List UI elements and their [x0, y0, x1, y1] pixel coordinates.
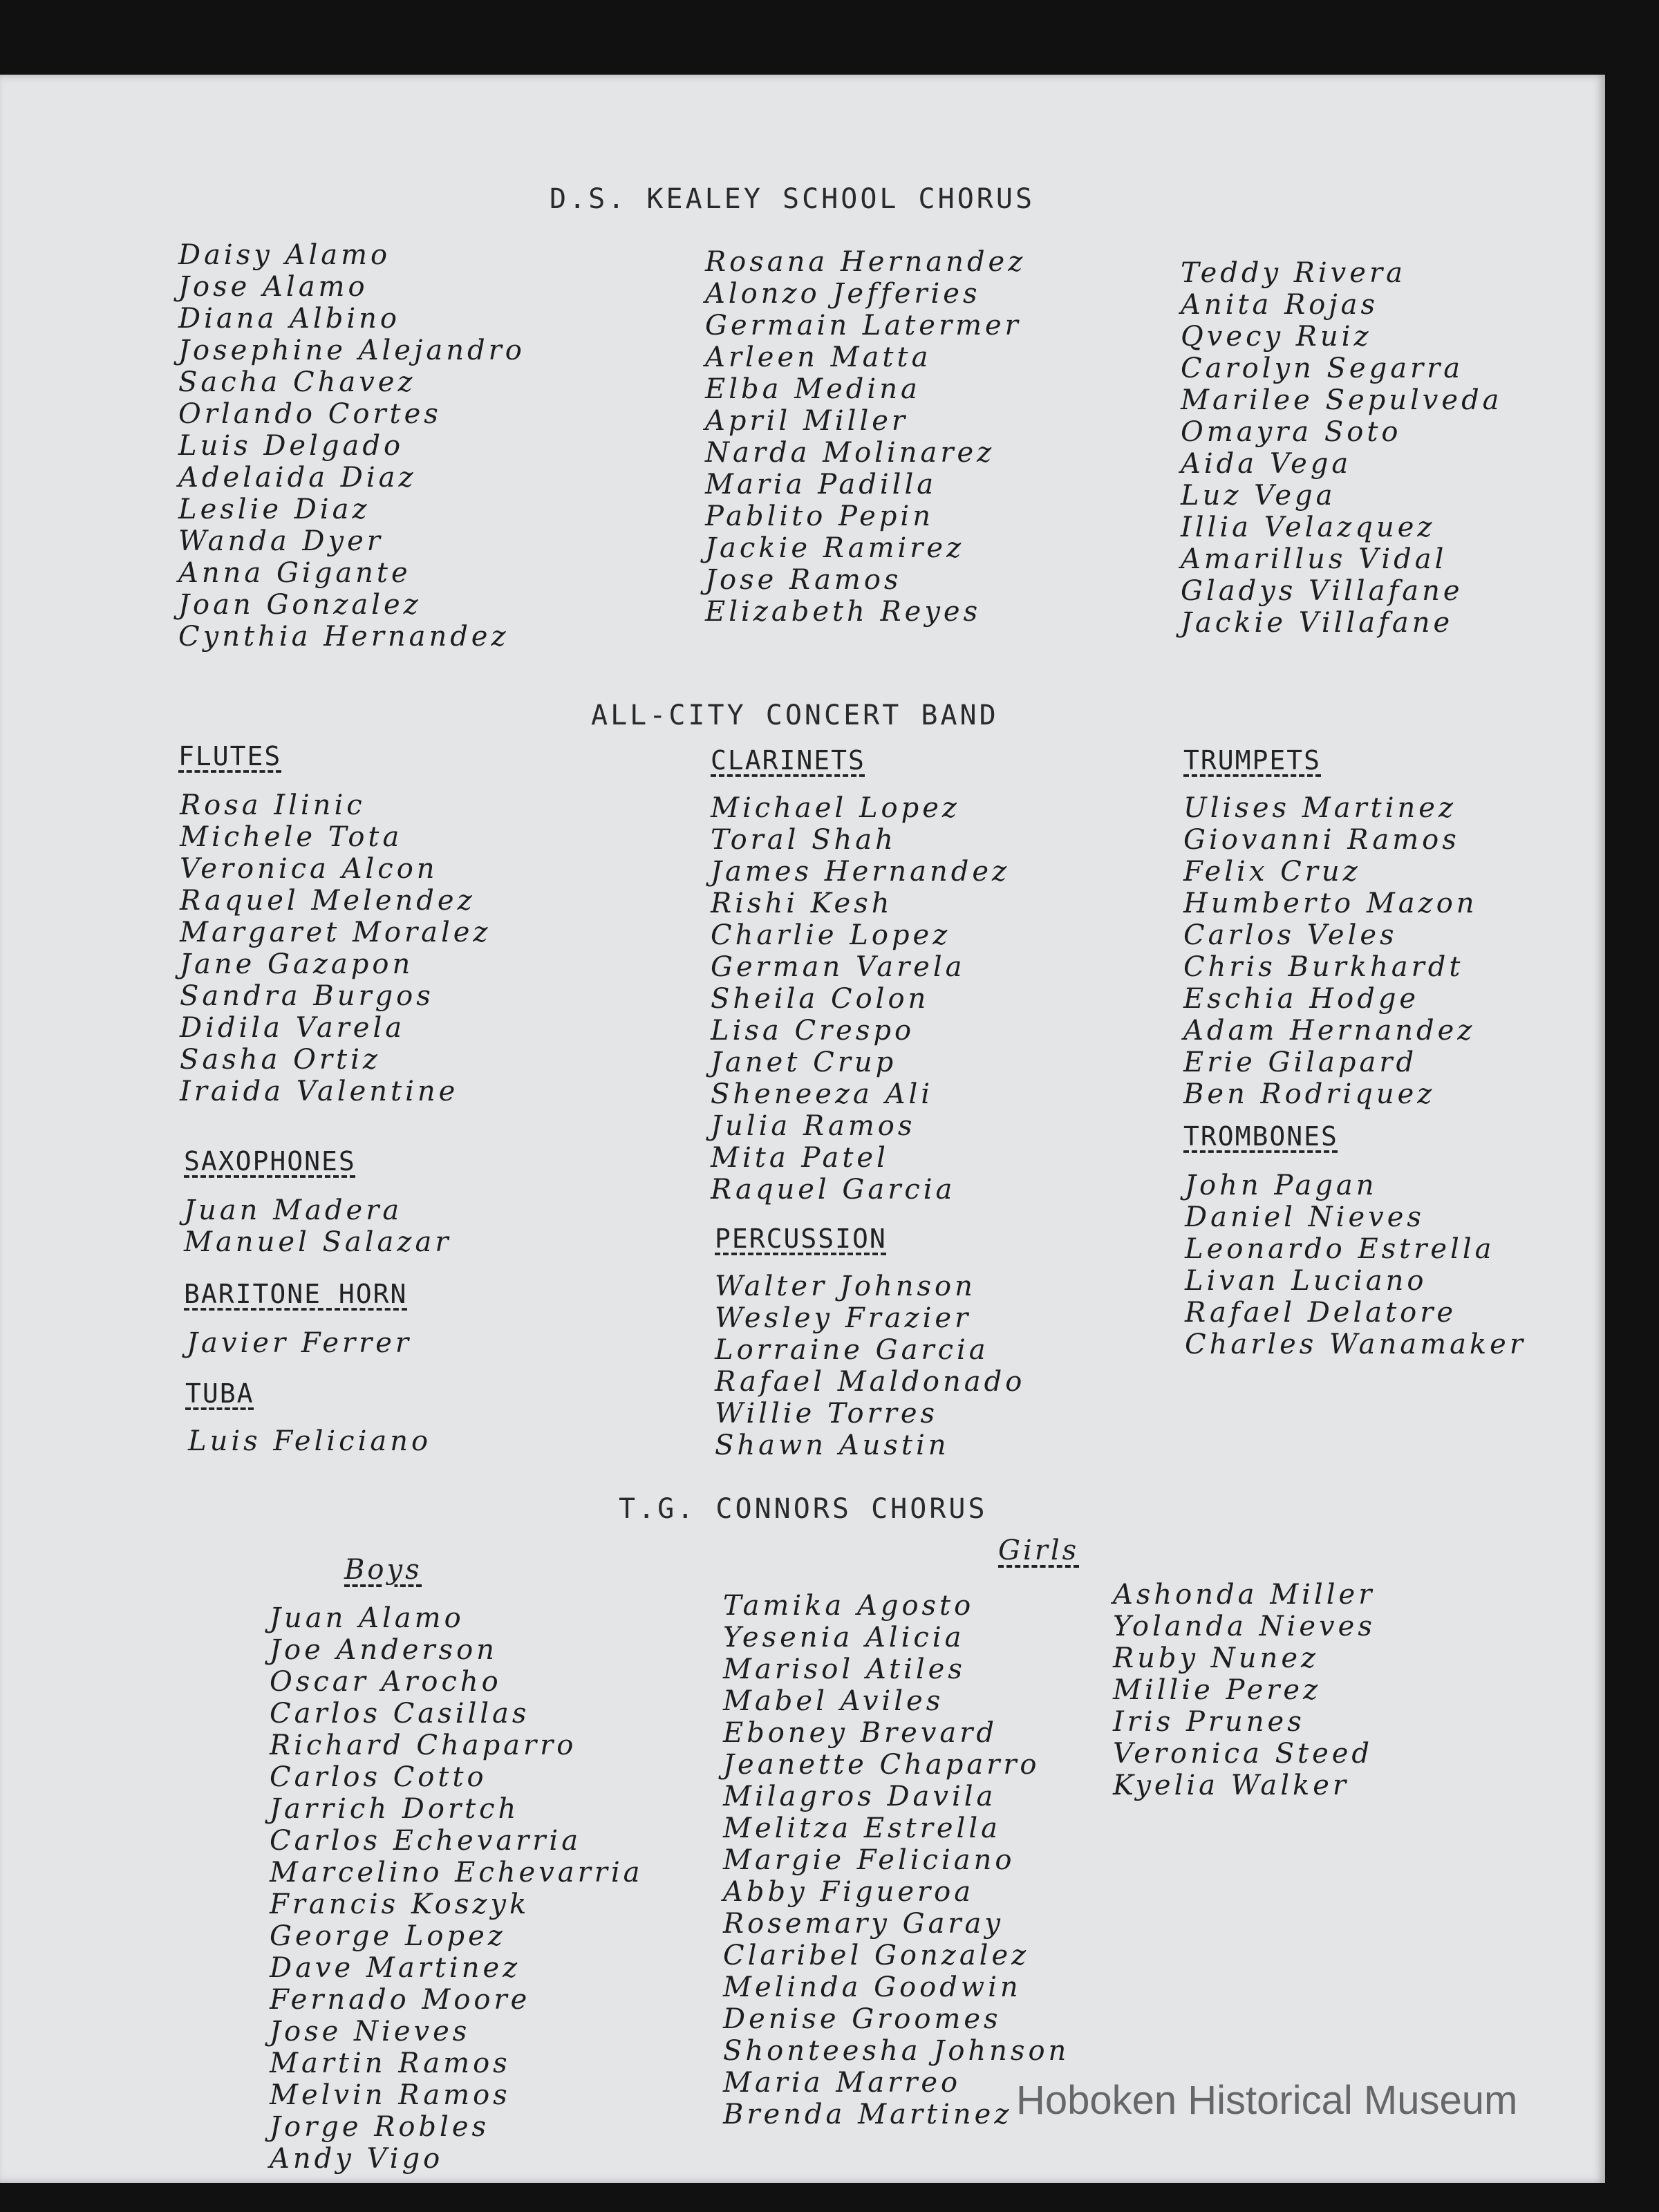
tuba-list: [188, 1425, 431, 1457]
roster-name: Michele Tota: [180, 821, 403, 853]
roster-name: Jose Ramos: [705, 564, 902, 596]
trombones-list: [1185, 1170, 1526, 1360]
roster-name: Maria Padilla: [705, 469, 937, 500]
flutes-heading: FLUTES: [178, 741, 282, 771]
roster-name: Josephine Alejandro: [178, 335, 525, 366]
roster-name: Veronica Alcon: [180, 853, 438, 885]
girls-list-2: [1113, 1579, 1376, 1801]
kealey-col-1: [178, 239, 525, 653]
boys-heading: Boys: [344, 1554, 422, 1586]
roster-name: Melvin Ramos: [270, 2079, 511, 2111]
roster-name: Milagros Davila: [723, 1781, 997, 1812]
roster-name: Mabel Aviles: [723, 1685, 944, 1717]
roster-name: Jackie Ramirez: [705, 532, 965, 564]
roster-name: Qvecy Ruiz: [1181, 321, 1372, 353]
baritone-heading: BARITONE HORN: [184, 1279, 408, 1309]
roster-name: Ruby Nunez: [1113, 1642, 1320, 1674]
roster-name: Luis Delgado: [178, 430, 404, 462]
roster-name: Raquel Garcia: [711, 1174, 956, 1206]
roster-name: Veronica Steed: [1113, 1738, 1374, 1770]
trumpets-heading: TRUMPETS: [1183, 745, 1322, 776]
roster-name: Sheila Colon: [711, 983, 930, 1015]
roster-name: April Miller: [705, 405, 909, 437]
roster-name: Ashonda Miller: [1113, 1579, 1376, 1611]
roster-name: Jose Alamo: [178, 271, 368, 303]
roster-name: Brenda Martinez: [723, 2099, 1013, 2130]
roster-name: Julia Ramos: [711, 1110, 916, 1142]
kealey-title: D.S. KEALEY SCHOOL CHORUS: [550, 183, 1035, 215]
roster-name: Jeanette Chaparro: [723, 1749, 1040, 1781]
roster-name: Daniel Nieves: [1185, 1201, 1425, 1233]
roster-name: Denise Groomes: [723, 2003, 1002, 2035]
roster-name: Melinda Goodwin: [723, 1971, 1022, 2003]
roster-name: Margaret Moralez: [180, 917, 491, 948]
roster-name: Carlos Echevarria: [270, 1825, 582, 1857]
roster-name: Melitza Estrella: [723, 1812, 1001, 1844]
roster-name: Richard Chaparro: [270, 1730, 577, 1761]
museum-watermark: Hoboken Historical Museum: [1016, 2078, 1518, 2123]
baritone-list: [187, 1327, 412, 1359]
roster-name: Elizabeth Reyes: [705, 596, 982, 628]
roster-name: Iris Prunes: [1113, 1706, 1305, 1738]
roster-name: Pablito Pepin: [705, 500, 934, 532]
connors-title: T.G. CONNORS CHORUS: [619, 1493, 988, 1525]
roster-name: Eschia Hodge: [1183, 983, 1420, 1015]
roster-name: Sacha Chavez: [178, 366, 416, 398]
roster-name: Jorge Robles: [270, 2111, 490, 2143]
saxophones-list: [184, 1194, 451, 1258]
roster-name: Diana Albino: [178, 303, 400, 335]
roster-name: Michael Lopez: [711, 792, 960, 824]
roster-name: German Varela: [711, 951, 966, 983]
tuba-heading: TUBA: [185, 1378, 254, 1409]
roster-name: Charlie Lopez: [711, 919, 951, 951]
percussion-heading: PERCUSSION: [715, 1224, 887, 1254]
roster-name: Walter Johnson: [715, 1271, 976, 1302]
roster-name: Rishi Kesh: [711, 888, 893, 919]
roster-name: Oscar Arocho: [270, 1666, 502, 1698]
roster-name: Giovanni Ramos: [1183, 824, 1460, 856]
roster-name: Javier Ferrer: [187, 1327, 413, 1359]
trumpets-list: [1183, 792, 1478, 1110]
roster-name: Kyelia Walker: [1113, 1770, 1350, 1801]
roster-name: Rafael Delatore: [1185, 1297, 1457, 1329]
roster-name: Joan Gonzalez: [178, 589, 422, 621]
roster-name: Adam Hernandez: [1183, 1015, 1476, 1047]
roster-name: Cynthia Hernandez: [178, 621, 509, 653]
roster-name: Martin Ramos: [270, 2047, 511, 2079]
roster-name: Orlando Cortes: [178, 398, 442, 430]
roster-name: Chris Burkhardt: [1183, 951, 1464, 983]
roster-name: Andy Vigo: [270, 2143, 444, 2175]
roster-name: Leslie Diaz: [178, 494, 371, 525]
flutes-list: [180, 789, 491, 1107]
roster-name: John Pagan: [1185, 1170, 1378, 1201]
clarinets-heading: CLARINETS: [711, 745, 865, 776]
roster-name: George Lopez: [270, 1920, 506, 1952]
roster-name: Toral Shah: [711, 824, 897, 856]
roster-name: Marisol Atiles: [723, 1653, 966, 1685]
roster-name: Leonardo Estrella: [1185, 1233, 1495, 1265]
roster-name: Carlos Casillas: [270, 1698, 530, 1730]
roster-name: Daisy Alamo: [178, 239, 391, 271]
roster-name: Carolyn Segarra: [1181, 353, 1464, 384]
roster-name: Maria Marreo: [723, 2067, 962, 2099]
band-title: ALL-CITY CONCERT BAND: [591, 700, 999, 731]
roster-name: Fernado Moore: [270, 1984, 531, 2016]
roster-name: Jackie Villafane: [1181, 607, 1454, 639]
roster-name: Shawn Austin: [715, 1430, 950, 1461]
roster-name: Janet Crup: [711, 1047, 897, 1078]
roster-name: Charles Wanamaker: [1185, 1329, 1526, 1360]
roster-name: Elba Medina: [705, 373, 921, 405]
kealey-col-3: [1181, 257, 1503, 639]
roster-name: Germain Latermer: [705, 310, 1022, 341]
roster-name: Gladys Villafane: [1181, 575, 1463, 607]
roster-name: Iraida Valentine: [180, 1076, 459, 1107]
roster-name: Livan Luciano: [1185, 1265, 1427, 1297]
roster-name: Adelaida Diaz: [178, 462, 417, 494]
trombones-heading: TROMBONES: [1183, 1121, 1338, 1152]
roster-name: Marcelino Echevarria: [270, 1857, 644, 1888]
roster-name: Wesley Frazier: [715, 1302, 972, 1334]
roster-name: Rafael Maldonado: [715, 1366, 1026, 1398]
roster-name: Didila Varela: [180, 1012, 406, 1044]
saxophones-heading: SAXOPHONES: [184, 1146, 356, 1177]
roster-name: Yesenia Alicia: [723, 1622, 965, 1653]
roster-name: Lorraine Garcia: [715, 1334, 989, 1366]
roster-name: Shonteesha Johnson: [723, 2035, 1070, 2067]
roster-name: Luz Vega: [1181, 480, 1336, 512]
roster-name: Juan Madera: [184, 1194, 403, 1226]
roster-name: Omayra Soto: [1181, 416, 1402, 448]
roster-name: Dave Martinez: [270, 1952, 521, 1984]
roster-name: Francis Koszyk: [270, 1888, 530, 1920]
roster-name: Carlos Cotto: [270, 1761, 487, 1793]
roster-name: Raquel Melendez: [180, 885, 476, 917]
roster-name: Claribel Gonzalez: [723, 1940, 1030, 1971]
roster-name: Amarillus Vidal: [1181, 543, 1447, 575]
boys-list: [270, 1602, 644, 2175]
roster-name: Alonzo Jefferies: [705, 278, 981, 310]
roster-name: Eboney Brevard: [723, 1717, 997, 1749]
roster-name: Anita Rojas: [1181, 289, 1379, 321]
roster-name: Jarrich Dortch: [270, 1793, 520, 1825]
roster-name: Willie Torres: [715, 1398, 939, 1430]
roster-name: Illia Velazquez: [1181, 512, 1436, 543]
roster-name: Jose Nieves: [270, 2016, 471, 2047]
roster-name: Ben Rodriquez: [1183, 1078, 1436, 1110]
roster-name: Sasha Ortiz: [180, 1044, 381, 1076]
roster-name: Manuel Salazar: [184, 1226, 452, 1258]
roster-name: Rosemary Garay: [723, 1908, 1004, 1940]
roster-name: Joe Anderson: [270, 1634, 498, 1666]
roster-name: Margie Feliciano: [723, 1844, 1015, 1876]
roster-name: Anna Gigante: [178, 557, 411, 589]
roster-name: Millie Perez: [1113, 1674, 1322, 1706]
roster-name: Wanda Dyer: [178, 525, 384, 557]
roster-name: Ulises Martinez: [1183, 792, 1457, 824]
clarinets-list: [711, 792, 1010, 1206]
roster-name: Erie Gilapard: [1183, 1047, 1418, 1078]
roster-name: Lisa Crespo: [711, 1015, 915, 1047]
roster-name: Aida Vega: [1181, 448, 1352, 480]
girls-heading: Girls: [998, 1535, 1080, 1566]
kealey-col-2: [705, 246, 1026, 628]
roster-name: Tamika Agosto: [723, 1590, 975, 1622]
roster-name: Teddy Rivera: [1181, 257, 1406, 289]
roster-name: Marilee Sepulveda: [1181, 384, 1503, 416]
roster-name: Luis Feliciano: [188, 1425, 432, 1457]
percussion-list: [715, 1271, 1025, 1461]
roster-name: Humberto Mazon: [1183, 888, 1478, 919]
roster-name: Rosana Hernandez: [705, 246, 1027, 278]
roster-name: Abby Figueroa: [723, 1876, 975, 1908]
roster-name: Mita Patel: [711, 1142, 889, 1174]
roster-name: James Hernandez: [711, 856, 1011, 888]
roster-name: Juan Alamo: [270, 1602, 465, 1634]
roster-name: Yolanda Nieves: [1113, 1611, 1376, 1642]
roster-name: Rosa Ilinic: [180, 789, 366, 821]
roster-name: Narda Molinarez: [705, 437, 995, 469]
roster-name: Felix Cruz: [1183, 856, 1361, 888]
roster-name: Sheneeza Ali: [711, 1078, 934, 1110]
roster-name: Carlos Veles: [1183, 919, 1398, 951]
roster-name: Arleen Matta: [705, 341, 932, 373]
roster-name: Jane Gazapon: [180, 948, 414, 980]
roster-name: Sandra Burgos: [180, 980, 434, 1012]
girls-list-1: [723, 1590, 1069, 2130]
